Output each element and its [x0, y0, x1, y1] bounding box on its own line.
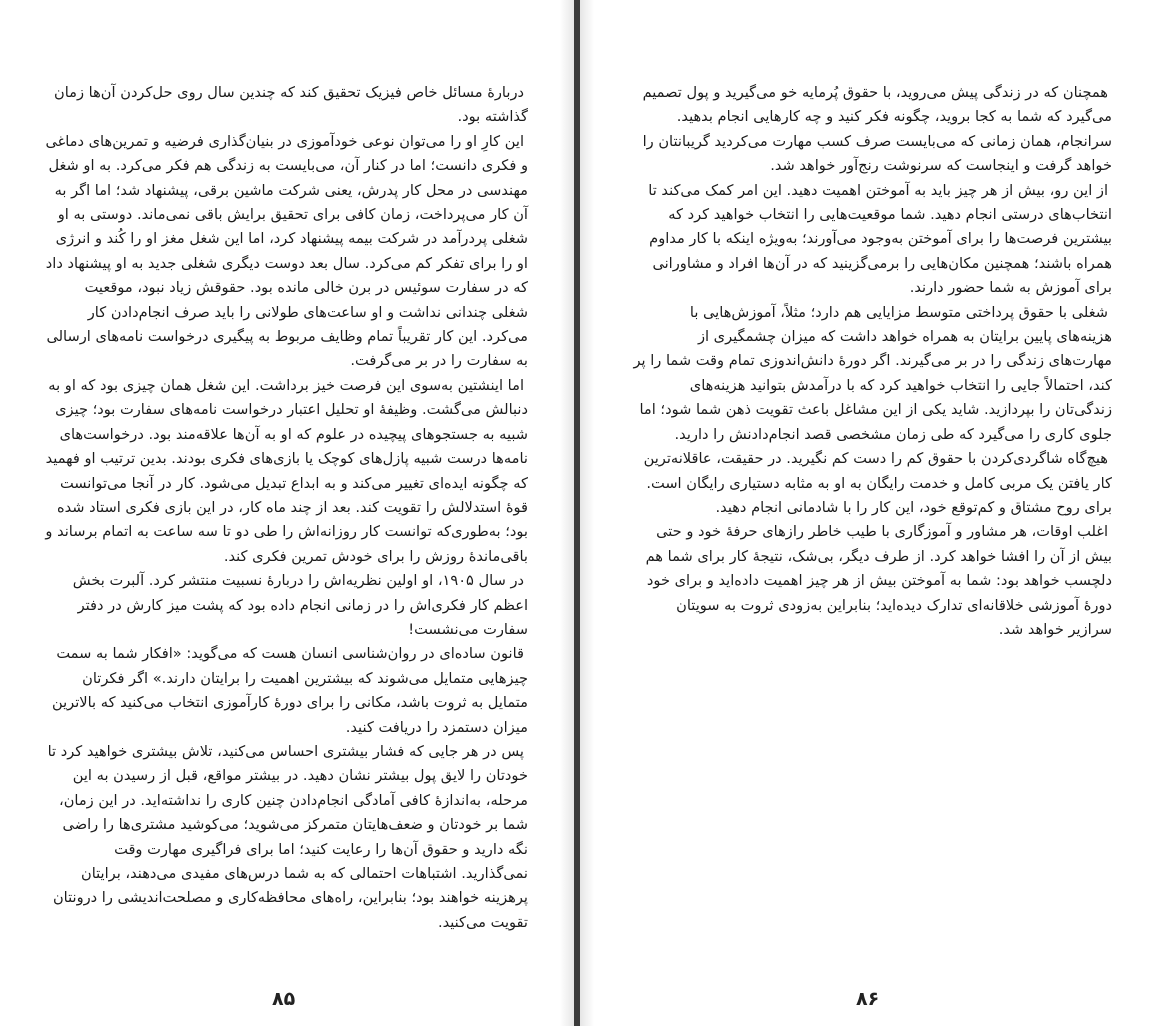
left-page[interactable]	[0, 0, 574, 1026]
paragraph: در سال ۱۹۰۵، او اولین نظریه‌اش را دربارهٔ نسبیت منتشر کرد. آلبرت بخش اعظم کار فکری‌اش را در زمانی انجام داده بود که پشت میز کارش در دفتر سفارت می‌نشست!	[72, 572, 528, 638]
left-page-text	[44, 81, 528, 935]
paragraph: از این رو، بیش از هر چیز باید به آموختن اهمیت دهید. این امر کمک می‌کند تا انتخاب‌های درستی انجام دهید. شما موقعیت‌هایی را انتخاب خواهید کرد که بیشترین فرصت‌ها را برای آموختن به‌وجود می‌آورند؛ به‌ویژه اینکه با کار مداوم همراه باشند؛ همچنین مکان‌هایی را برمی‌گزینید که در آن‌ها افراد و مشاورانی برای آموزش به شما حضور دارند.	[648, 181, 1112, 297]
paragraph: دربارهٔ مسائل خاص فیزیک تحقیق کند که چندین سال روی حل‌کردن آن‌ها زمان گذاشته بود.	[54, 84, 528, 126]
spine-shadow	[580, 0, 594, 1026]
paragraph: پس در هر جایی که فشار بیشتری احساس می‌کنید، تلاش بیشتری خواهید کرد تا خودتان را لایق پول بیشتر نشان دهید. در بیشتر مواقع، قبل از رسیدن به این مرحله، به‌اندازهٔ کافی آمادگی انجام‌دادن چنین کاری را نداشته‌اید. در این زمان، شما بر خودتان و ضعف‌هایتان متمرکز می‌شوید؛ می‌کوشید مشتری‌ها را راضی نگه دارید و حقوق آن‌ها را رعایت کنید؛ اما برای فراگیری مهارت وقت نمی‌گذارید. اشتباهات احتمالی که به شما درس‌های مفیدی می‌دهند، برایتان پرهزینه خواهند بود؛ بنابراین، راه‌های محافظه‌کاری و مصلحت‌اندیشی را درونتان تقویت می‌کنید.	[47, 742, 528, 931]
paragraph: همچنان که در زندگی پیش می‌روید، با حقوق پُرمایه خو می‌گیرید و پول تصمیم می‌گیرد که شما به کجا بروید، چگونه فکر کنید و چه کارهایی انجام بدهید. سرانجام، همان زمانی که می‌بایست صرف کسب مهارت می‌کردید گریبانتان را خواهد گرفت و اینجاست که سرنوشت رنج‌آور خواهد شد.	[642, 84, 1112, 175]
spine-shadow	[560, 0, 574, 1026]
page-number: ۸۶	[856, 988, 880, 1010]
right-page-text	[632, 81, 1112, 642]
paragraph: اغلب اوقات، هر مشاور و آموزگاری با طیب خاطر رازهای حرفهٔ خود و حتی بیش از آن را افشا خواهد کرد. از طرف دیگر، بی‌شک، نتیجهٔ کار برای شما هم دلچسب خواهد بود: شما به آموختن بیش از هر چیز اهمیت داده‌اید و برای خود دورهٔ آموزشی خلاقانه‌ای تدارک دیده‌اید؛ بنابراین به‌زودی ثروت به سویتان سرازیر خواهد شد.	[645, 523, 1112, 638]
right-page[interactable]	[580, 0, 1157, 1026]
page-number: ۸۵	[272, 988, 296, 1010]
paragraph: قانون ساده‌ای در روان‌شناسی انسان هست که می‌گوید: «افکار شما به سمت چیزهایی متمایل می‌شوند که بیشترین اهمیت را برایتان دارند.» اگر فکرتان متمایل به ثروت باشد، مکانی را برای دورهٔ کارآموزی انتخاب می‌کنید که بالاترین میزان دستمزد را دریافت کنید.	[52, 645, 528, 736]
paragraph: اما اینشتین به‌سوی این فرصت خیز برداشت. این شغل همان چیزی بود که او به دنبالش می‌گشت. وظیفهٔ او تحلیل اعتبار درخواست نامه‌های سفارت بود؛ چیزی شبیه به جستجوهای پیچیده در علوم که او به آن‌ها علاقه‌مند بود. درخواست‌های نامه‌ها درست شبیه پازل‌های کوچک یا بازی‌های فکری بودند. بدین ترتیب او فهمید که چگونه ایده‌ای تغییر می‌کند و به ابداع تبدیل می‌شود. کار در آنجا می‌توانست قوهٔ استدلالش را تقویت کند. بعد از چند ماه کار، در این بازی فکری استاد شده بود؛ به‌طوری‌که توانست کار روزانه‌اش را طی دو تا سه ساعت به اتمام برساند و باقی‌ماندهٔ روزش را برای خودش تمرین فکری کند.	[45, 376, 528, 565]
paragraph: شغلی با حقوق پرداختی متوسط مزایایی هم دارد؛ مثلاً، آموزش‌هایی با هزینه‌های پایین برایتان به همراه خواهد داشت که میزان چشمگیری از مهارت‌های زندگی را در بر می‌گیرند. اگر دورهٔ دانش‌اندوزی تمام وقت شما را پر کند، احتمالاً جایی را انتخاب خواهید کرد که با درآمدش بتوانید هزینه‌های زندگی‌تان را بپردازید. شاید یکی از این مشاغل باعث تقویت ذهن شما شود؛ اما جلوی کاری را می‌گیرد که طی زمان مشخصی قصد انجام‌دادنش را دارید.	[633, 303, 1112, 443]
paragraph: هیچ‌گاه شاگردی‌کردن با حقوق کم را دست کم نگیرید. در حقیقت، عاقلانه‌ترین کار یافتن یک مربی کامل و خدمت رایگان به او به مثابه دستیاری رایگان است. برای روح مشتاق و کم‌توقع خود، این کار را با شادمانی انجام دهید.	[643, 450, 1112, 516]
paragraph: این کارِ او را می‌توان نوعی خودآموزی در بنیان‌گذاری فرضیه و تمرین‌های دماغی و فکری دانست؛ اما در کنار آن، می‌بایست به زندگی هم فکر می‌کرد. به او شغل مهندسی در محل کار پدرش، یعنی شرکت ماشین برقی، پیشنهاد شد؛ اما اگر به آن کار می‌پرداخت، زمان کافی برای تحقیق برایش باقی نمی‌ماند. دوستی به او شغلی پردرآمد در شرکت بیمه پیشنهاد کرد، اما این شغل مغز او را کُند و انرژی او را برای تفکر کم می‌کرد. سال بعد دوست دیگری شغلی جدید به او پیشنهاد داد که در سفارت سوئیس در برن خالی مانده بود. حقوقش زیاد نبود، موقعیت شغلی چندانی نداشت و او ساعت‌های طولانی را باید صرف انجام‌دادن کار می‌کرد. این کار تقریباً تمام وظایف مربوط به پیگیری درخواست نامه‌های ارسالی به سفارت را در بر می‌گرفت.	[45, 132, 528, 370]
